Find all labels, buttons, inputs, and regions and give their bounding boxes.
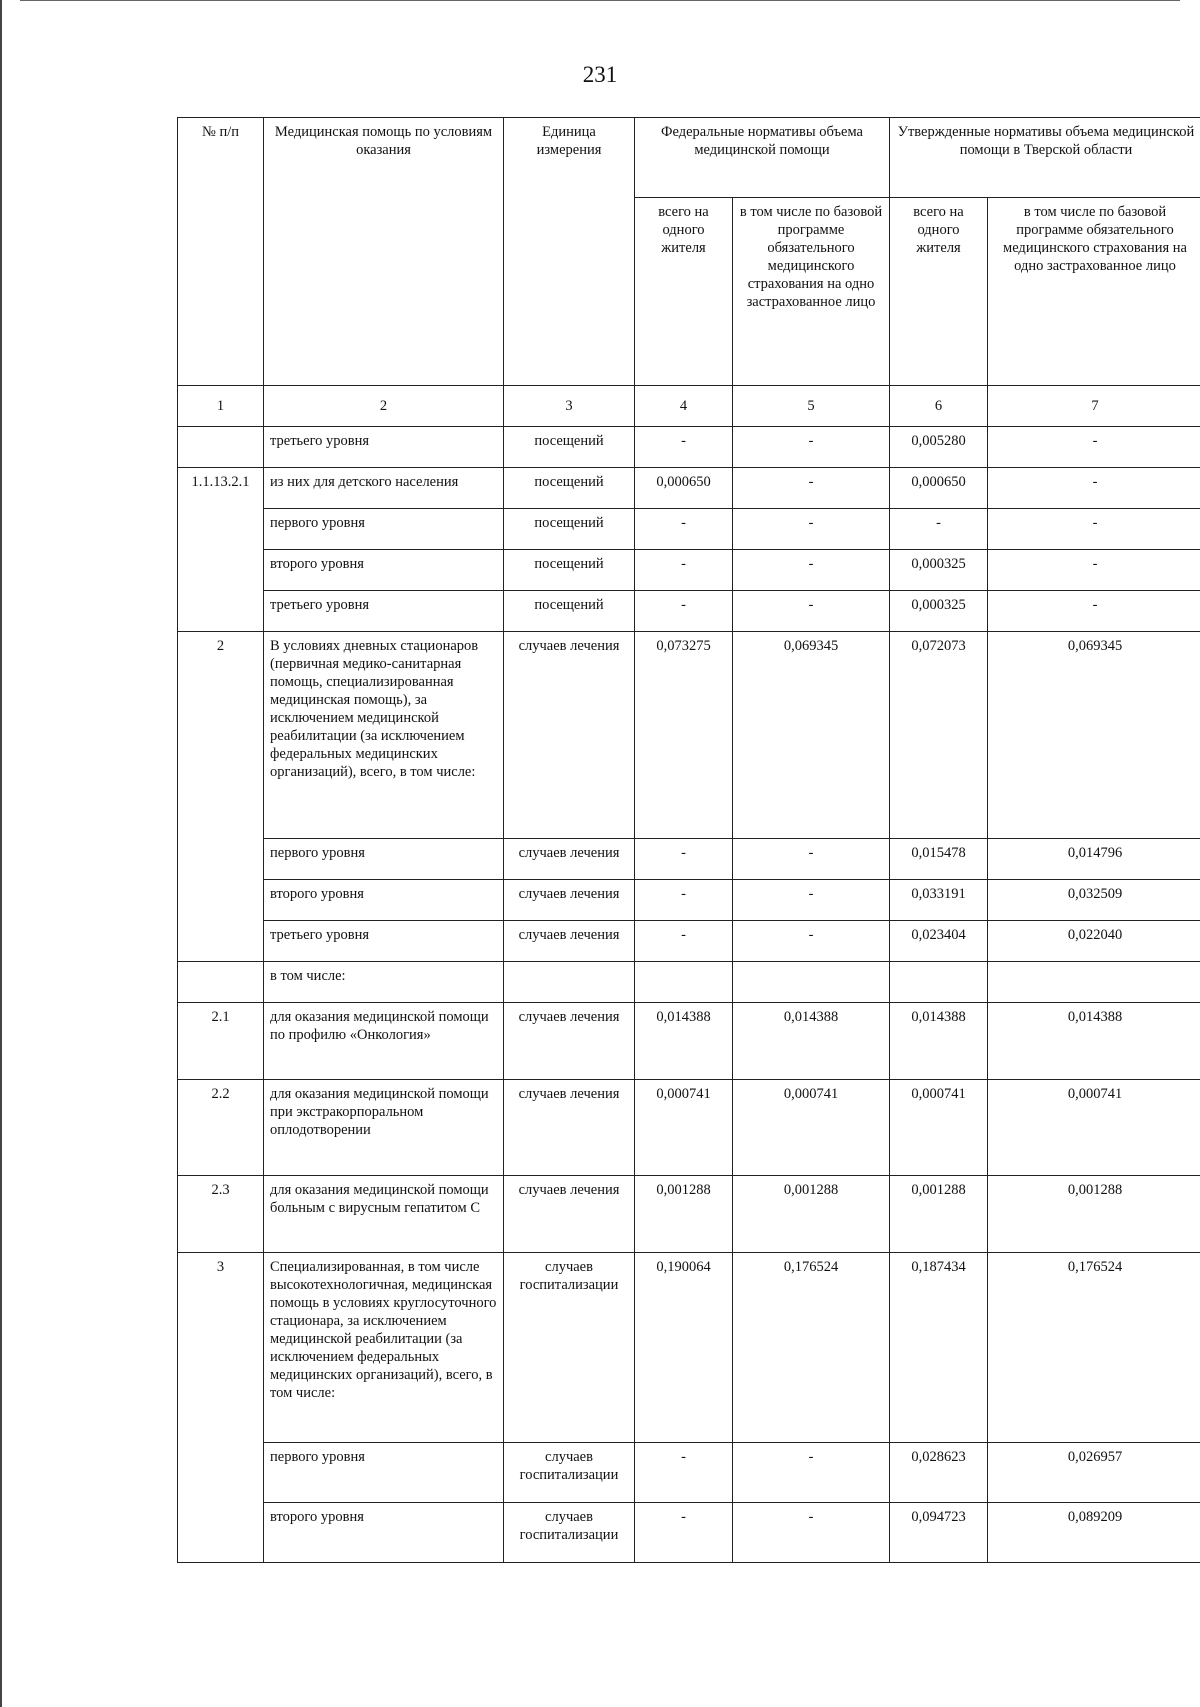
page-number: 231 [582, 62, 618, 87]
row-approved-oms: 0,069345 [988, 632, 1200, 839]
top-scan-edge [20, 0, 1180, 1]
row-number [178, 427, 264, 468]
table-row [178, 1443, 1200, 1503]
row-approved-oms: - [988, 468, 1200, 509]
table-row [178, 921, 1200, 962]
row-care-type: второго уровня [264, 880, 504, 921]
row-number [178, 1503, 264, 1563]
row-approved-per-resident: 0,028623 [890, 1443, 988, 1503]
table-row [178, 550, 1200, 591]
table-row [178, 839, 1200, 880]
row-federal-oms: 0,001288 [733, 1176, 890, 1253]
subheader-oms-federal: в том числе по базовой программе обязательного медицинского страхования на одно застрахованное лицо [733, 198, 890, 386]
row-number: 2.1 [178, 1003, 264, 1080]
row-care-type: для оказания медицинской помощи при экстракорпоральном оплодотворении [264, 1080, 504, 1176]
header-unit: Единица измерения [504, 118, 635, 386]
column-number: 1 [178, 386, 264, 427]
row-unit: посещений [504, 509, 635, 550]
row-unit [504, 962, 635, 1003]
row-federal-per-resident: - [635, 509, 733, 550]
table-row [178, 962, 1200, 1003]
row-care-type: из них для детского населения [264, 468, 504, 509]
row-approved-oms: - [988, 591, 1200, 632]
table-row [178, 880, 1200, 921]
subheader-per-resident-approved: всего на одного жителя [890, 198, 988, 386]
row-approved-oms: 0,014796 [988, 839, 1200, 880]
row-federal-oms: - [733, 550, 890, 591]
table-row [178, 1080, 1200, 1176]
row-federal-per-resident: - [635, 921, 733, 962]
table-row [178, 1176, 1200, 1253]
table-row [178, 591, 1200, 632]
row-number [178, 880, 264, 921]
row-unit: случаев госпитализации [504, 1503, 635, 1563]
column-number: 3 [504, 386, 635, 427]
row-care-type: в том числе: [264, 962, 504, 1003]
row-care-type: первого уровня [264, 839, 504, 880]
row-approved-oms: - [988, 427, 1200, 468]
row-approved-per-resident: 0,000325 [890, 550, 988, 591]
row-number [178, 921, 264, 962]
column-number: 4 [635, 386, 733, 427]
row-number: 2 [178, 632, 264, 839]
row-care-type: первого уровня [264, 1443, 504, 1503]
row-number [178, 509, 264, 550]
row-federal-oms: - [733, 880, 890, 921]
row-federal-per-resident: - [635, 1503, 733, 1563]
column-number: 5 [733, 386, 890, 427]
row-federal-oms: - [733, 509, 890, 550]
row-approved-oms: 0,001288 [988, 1176, 1200, 1253]
table-row [178, 509, 1200, 550]
norms-table [177, 117, 1200, 1563]
row-federal-per-resident: - [635, 880, 733, 921]
row-federal-per-resident: 0,000741 [635, 1080, 733, 1176]
row-number: 1.1.13.2.1 [178, 468, 264, 509]
row-federal-oms [733, 962, 890, 1003]
header-care-type: Медицинская помощь по условиям оказания [264, 118, 504, 386]
row-federal-per-resident: 0,001288 [635, 1176, 733, 1253]
row-federal-per-resident: - [635, 427, 733, 468]
row-federal-per-resident: 0,000650 [635, 468, 733, 509]
subheader-oms-approved: в том числе по базовой программе обязательного медицинского страхования на одно застрахованное лицо [988, 198, 1200, 386]
row-federal-per-resident: 0,190064 [635, 1253, 733, 1443]
subheader-per-resident: всего на одного жителя [635, 198, 733, 386]
row-approved-per-resident: 0,187434 [890, 1253, 988, 1443]
row-approved-oms [988, 962, 1200, 1003]
row-unit: случаев лечения [504, 1080, 635, 1176]
row-number: 3 [178, 1253, 264, 1443]
row-approved-per-resident: 0,014388 [890, 1003, 988, 1080]
row-federal-oms: 0,000741 [733, 1080, 890, 1176]
row-federal-oms: 0,176524 [733, 1253, 890, 1443]
row-federal-oms: - [733, 921, 890, 962]
row-unit: случаев лечения [504, 1003, 635, 1080]
row-approved-oms: 0,032509 [988, 880, 1200, 921]
row-care-type: третьего уровня [264, 921, 504, 962]
row-number [178, 1443, 264, 1503]
row-unit: посещений [504, 550, 635, 591]
row-number: 2.3 [178, 1176, 264, 1253]
row-approved-per-resident: 0,033191 [890, 880, 988, 921]
row-approved-per-resident: - [890, 509, 988, 550]
row-unit: посещений [504, 468, 635, 509]
row-federal-oms: 0,014388 [733, 1003, 890, 1080]
row-federal-oms: 0,069345 [733, 632, 890, 839]
row-unit: случаев госпитализации [504, 1253, 635, 1443]
column-number: 6 [890, 386, 988, 427]
row-number [178, 962, 264, 1003]
row-care-type: Специализированная, в том числе высокотехнологичная, медицинская помощь в условиях круглосуточного стационара, за исключением медицинской реабилитации (за исключением федеральных медицинских организаций), всего, в том числе: [264, 1253, 504, 1443]
row-unit: посещений [504, 427, 635, 468]
row-number [178, 591, 264, 632]
header-federal-norms: Федеральные нормативы объема медицинской помощи [635, 118, 890, 198]
row-unit: посещений [504, 591, 635, 632]
row-number [178, 550, 264, 591]
row-federal-oms: - [733, 468, 890, 509]
row-federal-per-resident: - [635, 550, 733, 591]
table-row [178, 1503, 1200, 1563]
row-number: 2.2 [178, 1080, 264, 1176]
row-federal-per-resident: 0,073275 [635, 632, 733, 839]
row-federal-oms: - [733, 427, 890, 468]
row-approved-oms: 0,022040 [988, 921, 1200, 962]
row-approved-oms: - [988, 550, 1200, 591]
table-row [178, 1253, 1200, 1443]
row-approved-oms: 0,176524 [988, 1253, 1200, 1443]
row-federal-oms: - [733, 1443, 890, 1503]
row-federal-per-resident [635, 962, 733, 1003]
row-federal-oms: - [733, 591, 890, 632]
row-care-type: третьего уровня [264, 427, 504, 468]
row-unit: случаев лечения [504, 632, 635, 839]
row-care-type: для оказания медицинской помощи по профилю «Онкология» [264, 1003, 504, 1080]
header-num: № п/п [178, 118, 264, 386]
row-care-type: второго уровня [264, 550, 504, 591]
row-approved-per-resident: 0,005280 [890, 427, 988, 468]
row-unit: случаев лечения [504, 839, 635, 880]
column-number: 2 [264, 386, 504, 427]
row-unit: случаев лечения [504, 921, 635, 962]
row-federal-oms: - [733, 1503, 890, 1563]
row-care-type: первого уровня [264, 509, 504, 550]
row-approved-oms: 0,089209 [988, 1503, 1200, 1563]
row-approved-per-resident: 0,023404 [890, 921, 988, 962]
row-approved-per-resident: 0,001288 [890, 1176, 988, 1253]
row-approved-per-resident: 0,000741 [890, 1080, 988, 1176]
row-approved-per-resident: 0,000325 [890, 591, 988, 632]
table-row [178, 632, 1200, 839]
row-approved-per-resident: 0,000650 [890, 468, 988, 509]
row-approved-per-resident: 0,072073 [890, 632, 988, 839]
table-row [178, 1003, 1200, 1080]
row-approved-oms: 0,000741 [988, 1080, 1200, 1176]
table-row [178, 427, 1200, 468]
row-federal-per-resident: 0,014388 [635, 1003, 733, 1080]
row-unit: случаев лечения [504, 880, 635, 921]
row-care-type: для оказания медицинской помощи больным с вирусным гепатитом С [264, 1176, 504, 1253]
row-federal-per-resident: - [635, 1443, 733, 1503]
header-approved-norms: Утвержденные нормативы объема медицинской помощи в Тверской области [890, 118, 1200, 198]
row-approved-oms: - [988, 509, 1200, 550]
table-body [178, 427, 1200, 1563]
row-approved-oms: 0,014388 [988, 1003, 1200, 1080]
row-approved-per-resident: 0,015478 [890, 839, 988, 880]
row-unit: случаев лечения [504, 1176, 635, 1253]
row-care-type: третьего уровня [264, 591, 504, 632]
table-row [178, 468, 1200, 509]
row-number [178, 839, 264, 880]
row-unit: случаев госпитализации [504, 1443, 635, 1503]
row-federal-per-resident: - [635, 591, 733, 632]
row-approved-oms: 0,026957 [988, 1443, 1200, 1503]
row-care-type: второго уровня [264, 1503, 504, 1563]
column-number: 7 [988, 386, 1200, 427]
row-federal-per-resident: - [635, 839, 733, 880]
row-approved-per-resident: 0,094723 [890, 1503, 988, 1563]
column-number-row [178, 386, 1200, 427]
row-approved-per-resident [890, 962, 988, 1003]
row-care-type: В условиях дневных стационаров (первичная медико-санитарная помощь, специализированная медицинская помощь), за исключением медицинской реабилитации (за исключением федеральных медицинских организаций), всего, в том числе: [264, 632, 504, 839]
left-scan-edge [0, 0, 2, 1707]
row-federal-oms: - [733, 839, 890, 880]
